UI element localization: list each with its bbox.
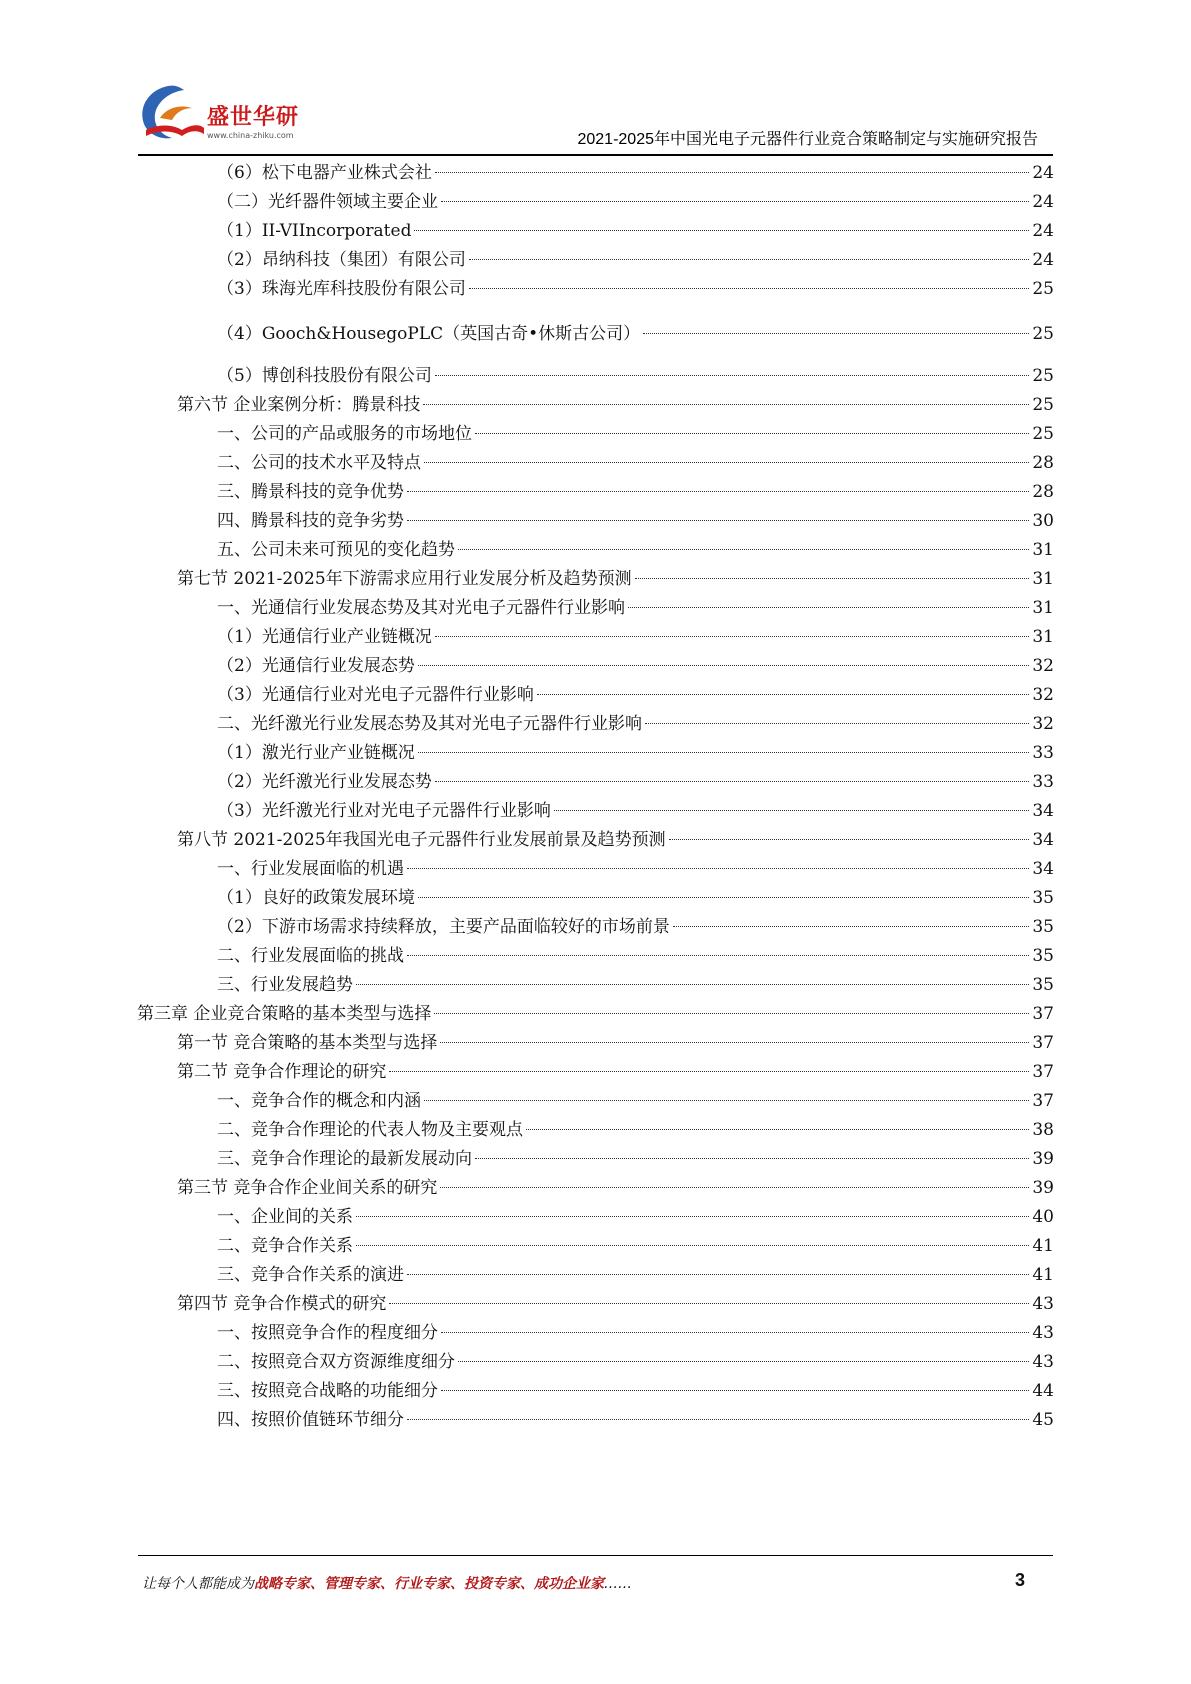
toc-page-number: 44 [1032,1381,1054,1401]
toc-leader-dots [407,520,1029,521]
toc-leader-dots [537,694,1030,695]
toc-page-number: 25 [1032,366,1054,386]
toc-entry[interactable] [217,321,1054,347]
toc-page-number: 37 [1032,1033,1054,1053]
toc-page-number: 31 [1032,540,1054,560]
toc-entry[interactable] [217,1117,1054,1143]
toc-leader-dots [475,433,1029,434]
toc-entry-title: 三、按照竞合战略的功能细分 [217,1381,438,1401]
toc-entry-title: 五、公司未来可预见的变化趋势 [217,540,455,560]
toc-leader-dots [440,1187,1029,1188]
toc-leader-dots [407,868,1029,869]
toc-entry[interactable] [177,1175,1054,1201]
toc-entry-title: 第六节 企业案例分析：腾景科技 [177,395,421,415]
toc-entry-title: （2）昂纳科技（集团）有限公司 [217,250,466,270]
toc-page-number: 24 [1032,163,1054,183]
toc-page-number: 37 [1032,1091,1054,1111]
toc-entry-title: 三、竞争合作理论的最新发展动向 [217,1149,472,1169]
header-divider [138,154,1053,156]
toc-entry[interactable] [217,247,1054,273]
toc-page-number: 31 [1032,569,1054,589]
toc-entry-title: 第八节 2021-2025年我国光电子元器件行业发展前景及趋势预测 [177,830,666,850]
toc-leader-dots [434,1013,1029,1014]
toc-entry-title: 第二节 竞争合作理论的研究 [177,1062,387,1082]
toc-entry-title: 二、光纤激光行业发展态势及其对光电子元器件行业影响 [217,714,642,734]
toc-page-number: 32 [1032,685,1054,705]
toc-page-number: 35 [1032,917,1054,937]
toc-entry-title: 三、腾景科技的竞争优势 [217,482,404,502]
toc-entry[interactable] [217,914,1054,940]
toc-entry[interactable] [217,479,1054,505]
toc-leader-dots [554,810,1030,811]
toc-leader-dots [441,1332,1029,1333]
toc-entry[interactable] [217,1378,1054,1404]
toc-entry-title: 二、公司的技术水平及特点 [217,453,421,473]
toc-page-number: 34 [1032,830,1054,850]
toc-entry-title: （3）光通信行业对光电子元器件行业影响 [217,685,534,705]
toc-leader-dots [418,665,1030,666]
toc-leader-dots [435,781,1030,782]
toc-entry[interactable] [217,508,1054,534]
toc-leader-dots [407,1419,1029,1420]
toc-entry[interactable] [137,1001,1054,1027]
toc-leader-dots [356,1216,1029,1217]
toc-entry[interactable] [217,624,1054,650]
toc-leader-dots [356,1245,1029,1246]
toc-entry-title: 四、腾景科技的竞争劣势 [217,511,404,531]
toc-entry-title: 二、竞争合作理论的代表人物及主要观点 [217,1120,523,1140]
toc-entry[interactable] [217,421,1054,447]
toc-page-number: 35 [1032,946,1054,966]
toc-entry[interactable] [217,769,1054,795]
toc-entry[interactable] [217,160,1054,186]
toc-leader-dots [407,491,1029,492]
toc-entry[interactable] [217,276,1054,302]
toc-entry[interactable] [177,1059,1054,1085]
toc-entry[interactable] [217,885,1054,911]
toc-entry-title: （4）Gooch&HousegoPLC（英国古奇•休斯古公司） [217,324,641,344]
toc-leader-dots [389,1303,1029,1304]
toc-page-number: 31 [1032,627,1054,647]
toc-leader-dots [643,333,1029,334]
toc-page-number: 30 [1032,511,1054,531]
toc-entry-title: 一、行业发展面临的机遇 [217,859,404,879]
toc-entry-title: （2）光通信行业发展态势 [217,656,415,676]
toc-leader-dots [673,926,1030,927]
toc-page-number: 39 [1032,1178,1054,1198]
toc-page-number: 31 [1032,598,1054,618]
toc-leader-dots [469,288,1030,289]
toc-leader-dots [440,1042,1029,1043]
toc-entry-title: 一、公司的产品或服务的市场地位 [217,424,472,444]
toc-leader-dots [407,1274,1029,1275]
toc-leader-dots [435,375,1030,376]
toc-page-number: 43 [1032,1323,1054,1343]
toc-entry[interactable] [177,566,1054,592]
toc-page-number: 45 [1032,1410,1054,1430]
toc-entry[interactable] [217,1088,1054,1114]
toc-leader-dots [475,1158,1029,1159]
toc-page-number: 41 [1032,1265,1054,1285]
toc-entry-title: （1）良好的政策发展环境 [217,888,415,908]
toc-leader-dots [645,723,1029,724]
toc-entry-title: （二）光纤器件领域主要企业 [217,192,438,212]
toc-entry[interactable] [217,653,1054,679]
toc-page-number: 39 [1032,1149,1054,1169]
toc-page-number: 25 [1032,324,1054,344]
toc-entry-title: 一、企业间的关系 [217,1207,353,1227]
toc-entry[interactable] [217,537,1054,563]
toc-page-number: 34 [1032,801,1054,821]
toc-entry[interactable] [177,1291,1054,1317]
toc-entry[interactable] [217,1407,1054,1433]
toc-leader-dots [458,549,1029,550]
toc-leader-dots [669,839,1030,840]
toc-page-number: 25 [1032,395,1054,415]
toc-page-number: 43 [1032,1294,1054,1314]
toc-entry[interactable] [177,827,1054,853]
toc-entry-title: （3）光纤激光行业对光电子元器件行业影响 [217,801,551,821]
toc-page-number: 25 [1032,279,1054,299]
toc-entry[interactable] [217,943,1054,969]
toc-entry[interactable] [217,740,1054,766]
toc-entry[interactable] [217,1262,1054,1288]
toc-leader-dots [469,259,1030,260]
toc-entry-title: 二、行业发展面临的挑战 [217,946,404,966]
toc-entry[interactable] [217,363,1054,389]
toc-entry-title: 二、按照竞合双方资源维度细分 [217,1352,455,1372]
toc-entry-title: 第三章 企业竞合策略的基本类型与选择 [137,1004,432,1024]
toc-leader-dots [407,955,1029,956]
toc-page-number: 33 [1032,743,1054,763]
toc-page-number: 37 [1032,1062,1054,1082]
toc-entry[interactable] [217,450,1054,476]
toc-leader-dots [423,404,1029,405]
toc-page-number: 24 [1032,192,1054,212]
toc-entry-title: （2）下游市场需求持续释放，主要产品面临较好的市场前景 [217,917,670,937]
toc-entry[interactable] [217,711,1054,737]
toc-leader-dots [435,636,1030,637]
toc-page-number: 35 [1032,975,1054,995]
toc-entry-title: 四、按照价值链环节细分 [217,1410,404,1430]
toc-leader-dots [458,1361,1029,1362]
toc-entry[interactable] [217,1204,1054,1230]
toc-page-number: 43 [1032,1352,1054,1372]
footer-highlight: 战略专家、管理专家、行业专家、投资专家、成功企业家 [254,1576,604,1592]
toc-page-number: 34 [1032,859,1054,879]
toc-entry-title: 第七节 2021-2025年下游需求应用行业发展分析及趋势预测 [177,569,632,589]
toc-entry[interactable] [217,682,1054,708]
toc-entry[interactable] [217,856,1054,882]
toc-entry[interactable] [217,218,1054,244]
toc-entry-title: 三、行业发展趋势 [217,975,353,995]
toc-page-number: 24 [1032,221,1054,241]
toc-leader-dots [389,1071,1029,1072]
toc-leader-dots [356,984,1029,985]
toc-entry[interactable] [217,1233,1054,1259]
toc-entry-title: 二、竞争合作关系 [217,1236,353,1256]
toc-entry-title: （6）松下电器产业株式会社 [217,163,432,183]
toc-entry-title: 第四节 竞争合作模式的研究 [177,1294,387,1314]
toc-entry-title: （5）博创科技股份有限公司 [217,366,432,386]
toc-page-number: 40 [1032,1207,1054,1227]
toc-entry[interactable] [177,392,1054,418]
toc-entry[interactable] [217,1146,1054,1172]
toc-page-number: 41 [1032,1236,1054,1256]
toc-entry[interactable] [217,972,1054,998]
toc-leader-dots [424,1100,1029,1101]
toc-entry-title: 一、按照竞争合作的程度细分 [217,1323,438,1343]
toc-leader-dots [414,230,1029,231]
toc-entry-title: 第一节 竞合策略的基本类型与选择 [177,1033,438,1053]
logo-text: 盛世华研 [207,105,300,130]
footer-slogan [142,1573,632,1593]
toc-leader-dots [635,578,1030,579]
toc-entry-title: 一、竞争合作的概念和内涵 [217,1091,421,1111]
toc-entry-title: 三、竞争合作关系的演进 [217,1265,404,1285]
footer-suffix: …… [604,1576,632,1592]
page-number: 3 [1015,1570,1026,1590]
toc-page-number: 38 [1032,1120,1054,1140]
toc-entry[interactable] [217,595,1054,621]
toc-page-number: 32 [1032,656,1054,676]
toc-page-number: 37 [1032,1004,1054,1024]
toc-leader-dots [418,897,1030,898]
toc-entry-title: （1）II-VIIncorporated [217,221,412,241]
toc-page-number: 25 [1032,424,1054,444]
toc-entry[interactable] [217,1349,1054,1375]
toc-page-number: 33 [1032,772,1054,792]
toc-leader-dots [424,462,1029,463]
toc-entry[interactable] [177,1030,1054,1056]
footer-prefix: 让每个人都能成为 [142,1576,254,1592]
toc-leader-dots [441,201,1029,202]
toc-leader-dots [526,1129,1029,1130]
toc-page-number: 24 [1032,250,1054,270]
toc-entry-title: 一、光通信行业发展态势及其对光电子元器件行业影响 [217,598,625,618]
toc-leader-dots [418,752,1030,753]
toc-entry[interactable] [217,798,1054,824]
toc-page-number: 35 [1032,888,1054,908]
toc-leader-dots [435,172,1030,173]
toc-leader-dots [628,607,1029,608]
footer-divider [138,1555,1053,1556]
toc-entry-title: （2）光纤激光行业发展态势 [217,772,432,792]
toc-page-number: 28 [1032,482,1054,502]
toc-leader-dots [441,1390,1029,1391]
toc-entry[interactable] [217,1320,1054,1346]
toc-entry[interactable] [217,189,1054,215]
logo-url: www.china-zhiku.com [207,131,294,140]
toc-page-number: 32 [1032,714,1054,734]
toc-entry-title: 第三节 竞争合作企业间关系的研究 [177,1178,438,1198]
toc-entry-title: （3）珠海光库科技股份有限公司 [217,279,466,299]
toc-entry-title: （1）激光行业产业链概况 [217,743,415,763]
toc-entry-title: （1）光通信行业产业链概况 [217,627,432,647]
toc-page-number: 28 [1032,453,1054,473]
document-title: 2021-2025年中国光电子元器件行业竞合策略制定与实施研究报告 [577,131,1038,148]
